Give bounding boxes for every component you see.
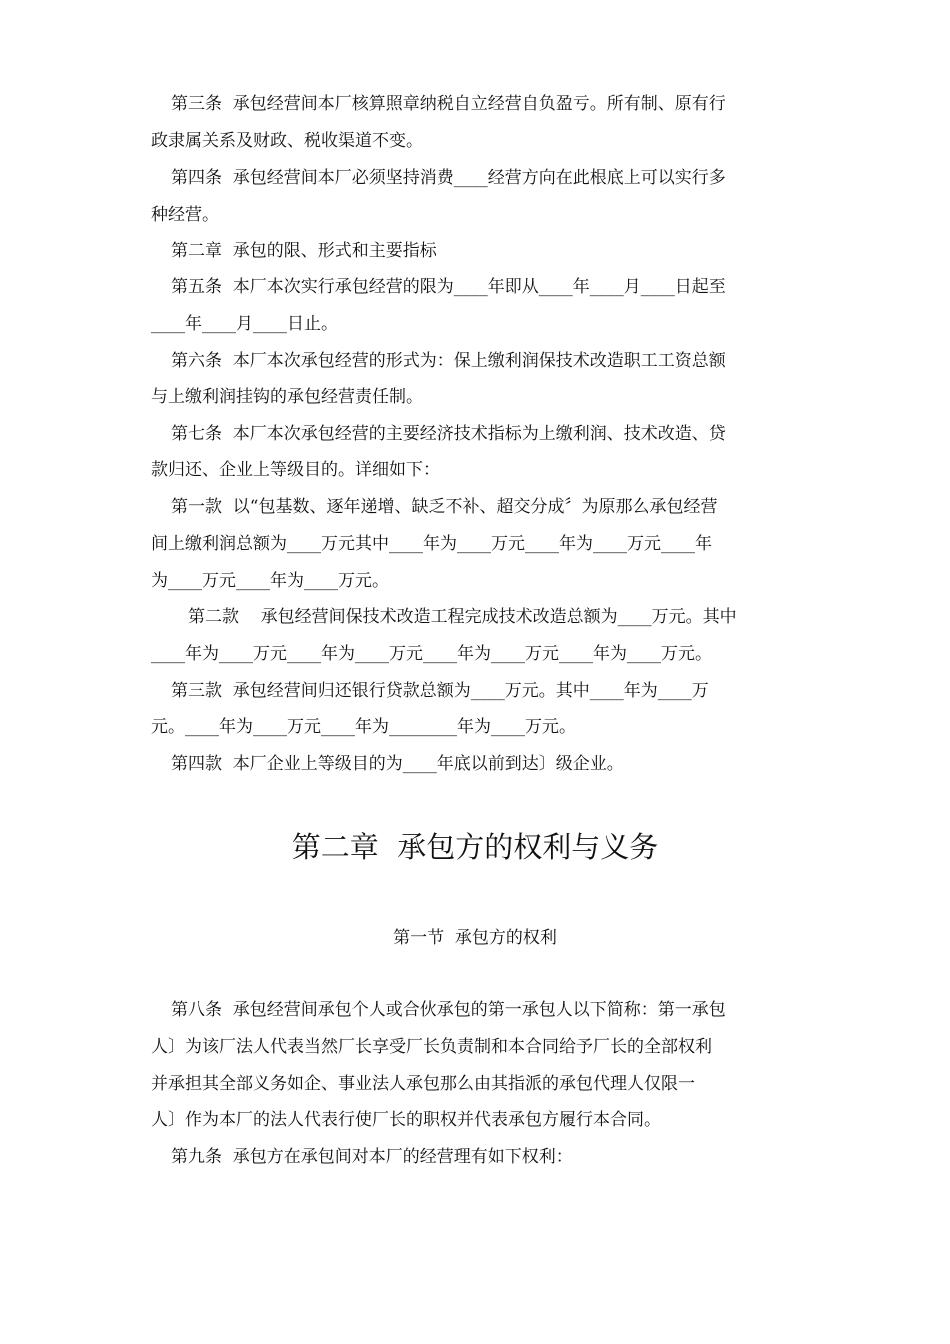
clause-2-line-1: 第二款 承包经营间保技术改造工程完成技术改造总额为____万元。其中 bbox=[188, 607, 737, 627]
article-6-line-2: 与上缴利润挂钩的承包经营责任制。 bbox=[151, 387, 423, 407]
article-3-line-2: 政隶属关系及财政、税收渠道不变。 bbox=[151, 131, 423, 151]
article-7-line-1: 第七条 本厂本次承包经营的主要经济技术指标为上缴利润、技术改造、贷 bbox=[171, 424, 726, 444]
article-9-line-1: 第九条 承包方在承包间对本厂的经营理有如下权利： bbox=[171, 1147, 573, 1167]
clause-3-line-1: 第三款 承包经营间归还银行贷款总额为____万元。其中____年为____万 bbox=[171, 681, 709, 701]
chapter-title: 第二章 承包方的权利与义务 bbox=[291, 830, 659, 864]
clause-3-line-2: 元。____年为____万元____年为________年为____万元。 bbox=[151, 717, 576, 737]
clause-1-line-2: 间上缴利润总额为____万元其中____年为____万元____年为____万元____年 bbox=[151, 534, 712, 554]
article-4-line-1: 第四条 承包经营间本厂必须坚持消费____经营方向在此根底上可以实行多 bbox=[171, 168, 726, 188]
article-6-line-1: 第六条 本厂本次承包经营的形式为：保上缴利润保技术改造职工工资总额 bbox=[171, 351, 726, 371]
article-8-line-4: 人〕作为本厂的法人代表行使厂长的职权并代表承包方履行本合同。 bbox=[151, 1110, 661, 1130]
chapter-2-subheading: 第二章 承包的限、形式和主要指标 bbox=[171, 241, 437, 261]
article-8-line-2: 人〕为该厂法人代表当然厂长享受厂长负责制和本合同给予厂长的全部权利 bbox=[151, 1037, 712, 1057]
article-7-line-2: 款归还、企业上等级目的。详细如下： bbox=[151, 460, 440, 480]
clause-1-line-3: 为____万元____年为____万元。 bbox=[151, 571, 389, 591]
clause-2-line-2: ____年为____万元____年为____万元____年为____万元____年为____万元。 bbox=[151, 644, 712, 664]
article-8-line-3: 并承担其全部义务如企、事业法人承包那么由其指派的承包代理人仅限一 bbox=[151, 1074, 695, 1094]
clause-4-line-1: 第四款 本厂企业上等级目的为____年底以前到达〕级企业。 bbox=[171, 754, 624, 774]
clause-1-line-1: 第一款 以“包基数、逐年递增、缺乏不补、超交分成〞为原那么承包经营 bbox=[171, 497, 718, 517]
article-8-line-1: 第八条 承包经营间承包个人或合伙承包的第一承包人以下简称：第一承包 bbox=[171, 1000, 726, 1020]
article-4-line-2: 种经营。 bbox=[151, 205, 219, 225]
section-title: 第一节 承包方的权利 bbox=[393, 928, 557, 948]
article-3-line-1: 第三条 承包经营间本厂核算照章纳税自立经营自负盈亏。所有制、原有行 bbox=[171, 94, 726, 114]
article-5-line-2: ____年____月____日止。 bbox=[151, 314, 338, 334]
article-5-line-1: 第五条 本厂本次实行承包经营的限为____年即从____年____月____日起至 bbox=[171, 277, 726, 297]
